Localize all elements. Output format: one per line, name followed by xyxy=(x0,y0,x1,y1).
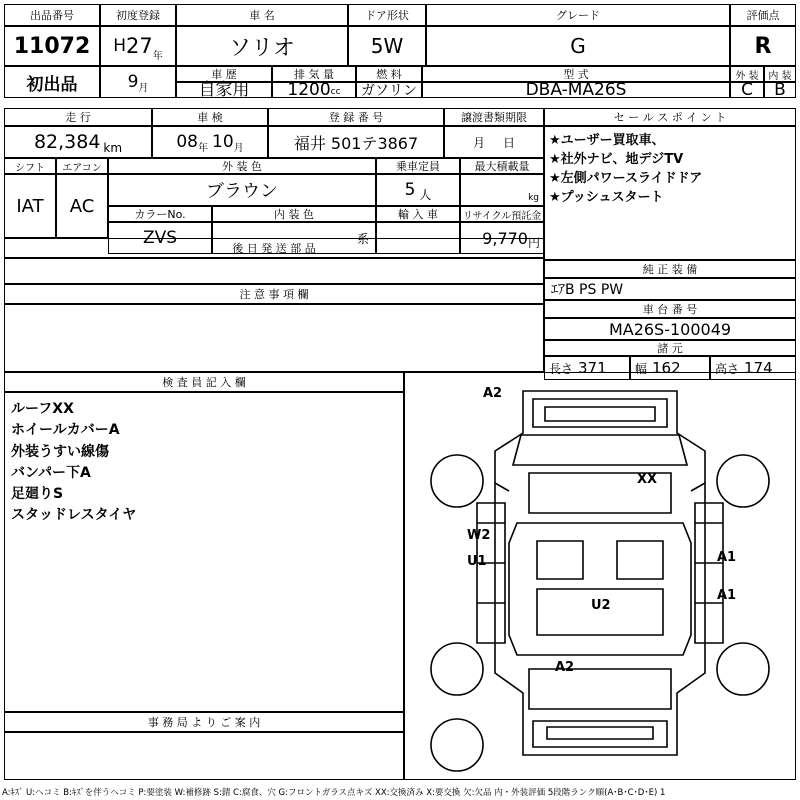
interior-grade-label: 内 装 xyxy=(764,66,796,82)
registration-number-value: 福井 501テ3867 xyxy=(268,126,444,158)
genuine-equipment-label: 純 正 装 備 xyxy=(544,260,796,278)
shift-value: IAT xyxy=(4,174,56,238)
later-parts-label: 後 日 発 送 部 品 xyxy=(4,238,544,258)
inspector-note-line: バンパー下A xyxy=(11,464,91,481)
inspector-note-line: ホイールカバーA xyxy=(11,422,120,439)
seats-label: 乗車定員 xyxy=(376,158,460,174)
interior-color-label: 内 装 色 xyxy=(212,206,376,222)
shift-label: シフト xyxy=(4,158,56,174)
exterior-grade-value: C xyxy=(730,82,764,98)
first-registration-month: 9 月 xyxy=(100,66,176,98)
first-sale-badge: 初出品 xyxy=(4,66,100,98)
seats-value: 5 人 xyxy=(376,174,460,206)
spec-height: 高さ 174 xyxy=(710,356,796,380)
first-registration-label: 初度登録 xyxy=(100,4,176,26)
diagram-mark: A1 xyxy=(717,588,737,603)
diagram-mark: U2 xyxy=(591,598,611,613)
car-name-label: 車 名 xyxy=(176,4,348,26)
inspector-note-line: ルーフXX xyxy=(11,401,74,417)
score-label: 評価点 xyxy=(730,4,796,26)
mileage-label: 走 行 xyxy=(4,108,152,126)
sales-point-item: ★社外ナビ、地デジTV xyxy=(549,151,684,167)
shaken-value: 08 年 10 月 xyxy=(152,126,268,158)
history-label: 車 歴 xyxy=(176,66,272,82)
model-code-label: 型 式 xyxy=(422,66,730,82)
sales-point-label: セ ー ル ス ポ イ ン ト xyxy=(544,108,796,126)
diagram-mark: U1 xyxy=(467,554,487,569)
mileage-value: 82,384 km xyxy=(4,126,152,158)
sales-point-item: ★プッシュスタート xyxy=(549,189,664,205)
interior-color-value: 系 xyxy=(212,222,376,254)
sales-point-item: ★ユーザー買取車、 xyxy=(549,133,665,148)
displacement-label: 排 気 量 xyxy=(272,66,356,82)
inspector-note-line: 外装うすい線傷 xyxy=(11,443,109,460)
spec-width: 幅 162 xyxy=(630,356,710,380)
diagram-mark: A2 xyxy=(555,660,575,675)
exterior-color-label: 外 装 色 xyxy=(108,158,376,174)
max-load-value: kg xyxy=(460,174,544,206)
door-shape-value: 5W xyxy=(348,26,426,66)
fuel-label: 燃 料 xyxy=(356,66,422,82)
office-notice-label: 事 務 局 よ り ご 案 内 xyxy=(4,712,404,732)
spec-length: 長さ 371 xyxy=(544,356,630,380)
car-damage-diagram xyxy=(404,372,796,780)
caution-area xyxy=(4,304,544,372)
inspector-note-line: 足廻りS xyxy=(11,486,64,503)
fuel-value: ガソリン xyxy=(356,82,422,98)
car-outline-svg xyxy=(405,373,795,779)
lot-number-label: 出品番号 xyxy=(4,4,100,26)
spec-label: 諸 元 xyxy=(544,340,796,356)
color-number-value: ZVS xyxy=(108,222,212,254)
genuine-equipment-value: ｴｱB PS PW xyxy=(544,278,796,300)
car-name-value: ソリオ xyxy=(176,26,348,66)
diagram-mark: A2 xyxy=(483,386,503,401)
diagram-mark: XX xyxy=(637,472,658,487)
import-label: 輸 入 車 xyxy=(376,206,460,222)
interior-grade-value: B xyxy=(764,82,796,98)
inspector-note-line: スタッドレスタイヤ xyxy=(11,507,137,524)
sales-point-list xyxy=(544,126,796,260)
diagram-mark: W2 xyxy=(467,528,491,543)
chassis-number-value: MA26S-100049 xyxy=(544,318,796,340)
registration-number-label: 登 録 番 号 xyxy=(268,108,444,126)
recycle-label: リサイクル預託金 xyxy=(460,206,544,222)
shaken-label: 車 検 xyxy=(152,108,268,126)
grade-label: グレード xyxy=(426,4,730,26)
model-code-value: DBA-MA26S xyxy=(422,82,730,98)
lot-number-value: 11072 xyxy=(4,26,100,66)
ac-value: AC xyxy=(56,174,108,238)
exterior-color-value: ブラウン xyxy=(108,174,376,206)
recycle-value: 9,770 円 xyxy=(460,222,544,254)
legend-footer: A:ｷｽﾞ U:ヘコミ B:ｷｽﾞを伴うヘコミ P:要塗装 W:補修跡 S:錆 C:腐食、穴 G:フロントガラス点キズ XX:交換済み X:要交換 欠:欠品 内・外装評価 5段階ランク順(A･B･C･D･E) 1 xyxy=(2,787,666,798)
door-shape-label: ドア形状 xyxy=(348,4,426,26)
sales-point-item: ★左側パワースライドドア xyxy=(549,170,703,186)
exterior-grade-label: 外 装 xyxy=(730,66,764,82)
inspector-notes xyxy=(4,392,404,712)
score-value: R xyxy=(730,26,796,66)
caution-label: 注 意 事 項 欄 xyxy=(4,284,544,304)
office-notice-area xyxy=(4,732,404,780)
color-number-label: カラーNo. xyxy=(108,206,212,222)
transfer-deadline-label: 譲渡書類期限 xyxy=(444,108,544,126)
transfer-deadline-value: 月 日 xyxy=(444,126,544,158)
first-registration-value: H 27 年 xyxy=(100,26,176,66)
chassis-number-label: 車 台 番 号 xyxy=(544,300,796,318)
later-parts-value xyxy=(4,258,544,284)
grade-value: G xyxy=(426,26,730,66)
ac-label: エアコン xyxy=(56,158,108,174)
inspector-label: 検 査 員 記 入 欄 xyxy=(4,372,404,392)
displacement-value: 1200 cc xyxy=(272,82,356,98)
max-load-label: 最大積載量 xyxy=(460,158,544,174)
history-value: 自家用 xyxy=(176,82,272,98)
diagram-mark: A1 xyxy=(717,550,737,565)
